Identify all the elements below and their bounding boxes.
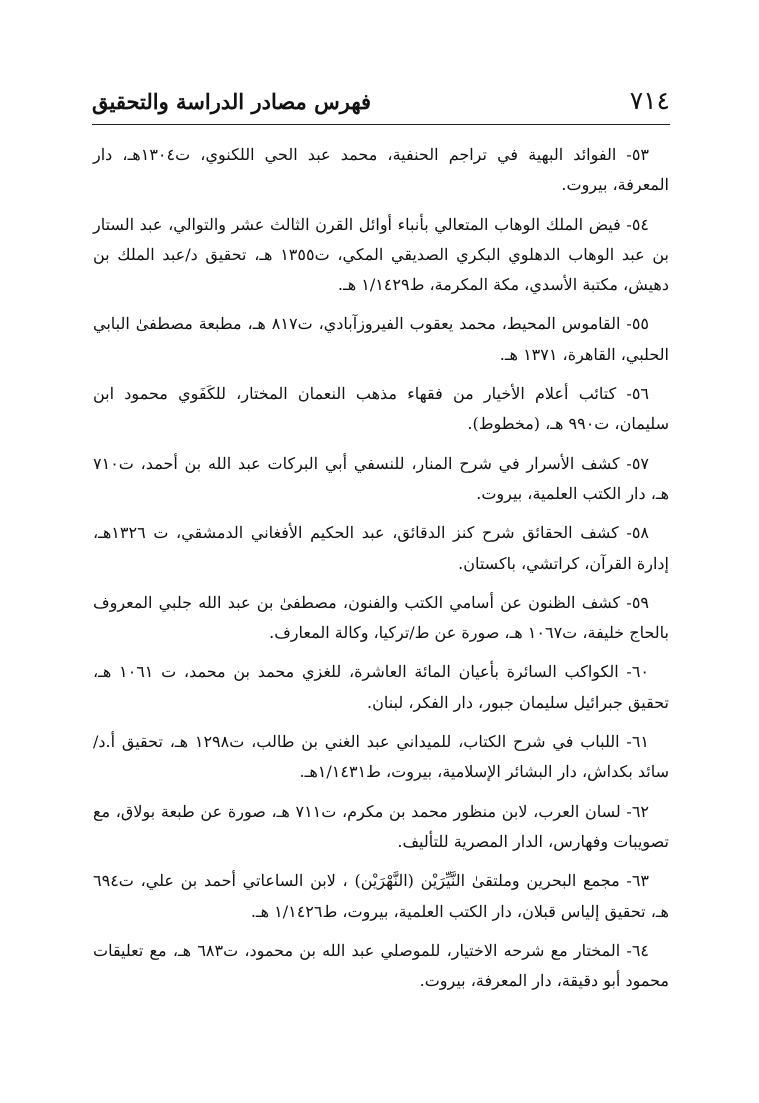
bibliography-entry-55: ٥٥- القاموس المحيط، محمد يعقوب الفيروزآبادي، ت٨١٧ هـ، مطبعة مصطفىٰ البابي الحلبي، القاهرة، ١٣٧١ هـ.	[93, 314, 669, 364]
page-number: ٧١٤	[629, 86, 670, 115]
bibliography-entry-54: ٥٤- فيض الملك الوهاب المتعالي بأنباء أوائل القرن الثالث عشر والتوالي، عبد الستار بن عبد الوهاب الدهلوي البكري الصديقي المكي، ت١٣٥٥ هـ، تحقيق د/عبد الملك بن دهيش، مكتبة الأسدي، مكة المكرمة، ط١/١٤٢٩ هـ.	[93, 214, 669, 295]
bibliography-entry-56: ٥٦- كتائب أعلام الأخيار من فقهاء مذهب النعمان المختار، للكَفَوي محمود ابن سليمان، ت٩٩٠ هـ، (مخطوط).	[93, 384, 669, 434]
bibliography-entry-59: ٥٩- كشف الظنون عن أسامي الكتب والفنون، مصطفىٰ بن عبد الله جلبي المعروف بالحاج خليفة، ت١٠٦٧ هـ، صورة عن ط/تركيا، وكالة المعارف.	[93, 592, 669, 643]
bibliography-entry-58: ٥٨- كشف الحقائق شرح كنز الدقائق، عبد الحكيم الأفغاني الدمشقي، ت ١٣٢٦هـ، إدارة القرآن، كراتشي، باكستان.	[93, 523, 669, 573]
bibliography-entry-62: ٦٢- لسان العرب، لابن منظور محمد بن مكرم، ت٧١١ هـ، صورة عن طبعة بولاق، مع تصويبات وفهارس، الدار المصرية للتأليف.	[93, 801, 669, 851]
bibliography-entry-64: ٦٤- المختار مع شرحه الاختيار، للموصلي عبد الله بن محمود، ت٦٨٣ هـ، مع تعليقات محمود أبو دقيقة، دار المعرفة، بيروت.	[93, 940, 669, 991]
running-title: فهرس مصادر الدراسة والتحقيق	[92, 89, 372, 114]
bibliography-list	[93, 140, 669, 1005]
bibliography-entry-60: ٦٠- الكواكب السائرة بأعيان المائة العاشرة، للغزي محمد بن محمد، ت ١٠٦١ هـ، تحقيق جبرائيل سليمان جبور، دار الفكر، لبنان.	[93, 662, 669, 712]
page-header	[92, 80, 670, 125]
bibliography-entry-53: ٥٣- الفوائد البهية في تراجم الحنفية، محمد عبد الحي اللكنوي، ت١٣٠٤هـ، دار المعرفة، بيروت.	[93, 145, 669, 195]
bibliography-entry-61: ٦١- اللباب في شرح الكتاب، للميداني عبد الغني بن طالب، ت١٢٩٨ هـ، تحقيق أ.د/سائد بكداش، دار البشائر الإسلامية، بيروت، ط١/١٤٣١هـ.	[93, 732, 669, 782]
bibliography-entry-63: ٦٣- مجمع البحرين وملتقىٰ النَّيِّرَيْن (النَّهْرَيْن) ، لابن الساعاتي أحمد بن علي، ت٦٩٤ هـ، تحقيق إلياس قبلان، دار الكتب العلمية، بيروت، ط١/١٤٢٦ هـ.	[93, 871, 669, 921]
bibliography-entry-57: ٥٧- كشف الأسرار في شرح المنار، للنسفي أبي البركات عبد الله بن أحمد، ت٧١٠ هـ، دار الكتب العلمية، بيروت.	[93, 453, 669, 503]
